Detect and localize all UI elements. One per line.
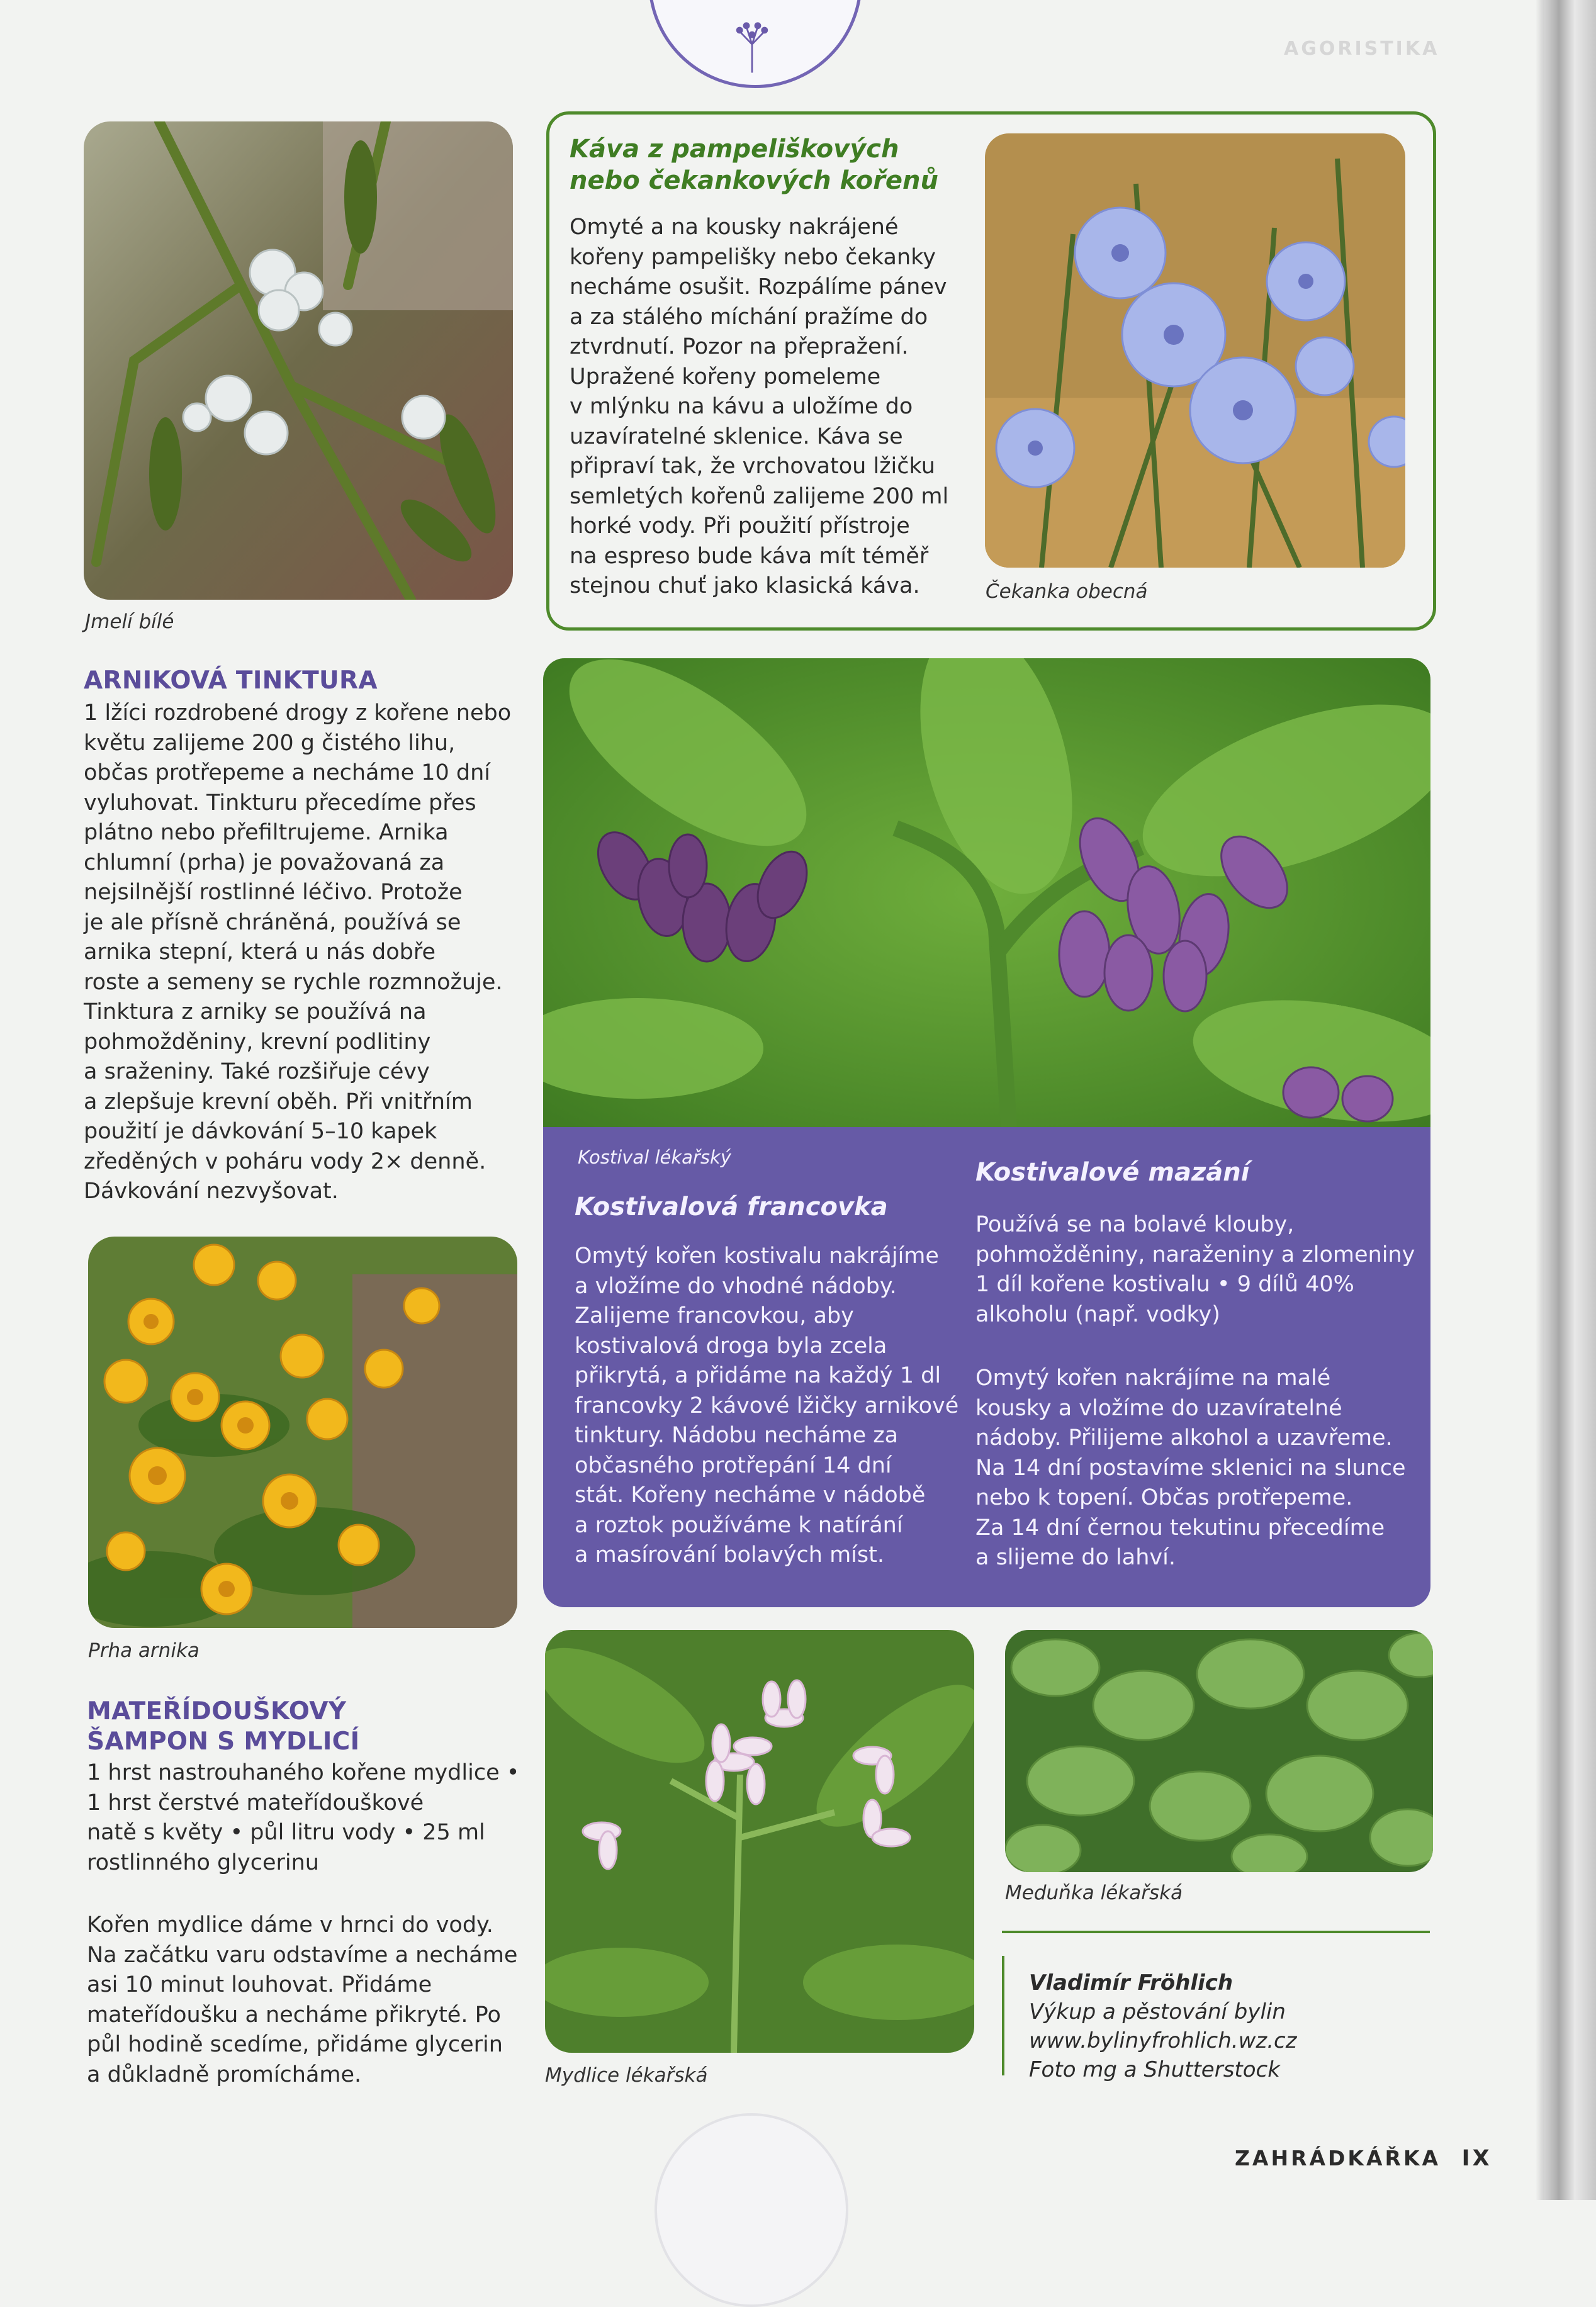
author-bar [1002, 1956, 1004, 2075]
text-line: Používá se na bolavé klouby, [975, 1212, 1295, 1237]
shampoo-heading [87, 1697, 359, 1757]
arnica-photo [88, 1237, 517, 1628]
lemon-balm-photo [1005, 1630, 1433, 1872]
text-line: je ale přísně chráněná, používá se [84, 909, 461, 935]
author-website: www.bylinyfrohlich.wz.cz [1029, 2028, 1297, 2053]
text-line: a roztok používáme k natírání [575, 1512, 903, 1538]
coffee-text [570, 213, 972, 602]
text-line: a masírování bolavých míst. [575, 1542, 884, 1568]
footer [1235, 2146, 1492, 2171]
arnica-tincture-heading: ARNIKOVÁ TINKTURA [84, 666, 378, 695]
text-line: občasného protřepání 14 dní [575, 1452, 892, 1478]
top-ornament [648, 0, 862, 88]
text-line: uzavíratelné sklenice. Káva se [570, 424, 903, 449]
coffee-title [570, 133, 938, 196]
text-line: 1 hrst nastrouhaného kořene mydlice • [87, 1760, 520, 1785]
text-line: Zalijeme francovkou, aby [575, 1303, 854, 1328]
text-line: Na začátku varu odstavíme a necháme [87, 1942, 518, 1968]
text-line: kořeny pampelišky nebo čekanky [570, 244, 936, 270]
ointment-text [975, 1364, 1416, 1573]
coffee-title-line2: nebo čekankových kořenů [570, 166, 938, 195]
text-line: chlumní (prha) je považovaná za [84, 850, 445, 875]
text-line: pohmožděniny, krevní podlitiny [84, 1029, 431, 1055]
text-line: Tinktura z arniky se používá na [84, 999, 427, 1024]
umbel-flower-icon [724, 19, 780, 76]
text-line: v mlýnku na kávu a uložíme do [570, 394, 913, 419]
chicory-photo [985, 133, 1405, 568]
arnica-caption: Prha arnika [88, 1639, 200, 1662]
page-edge [1543, 0, 1596, 2200]
text-line: a vložíme do vhodné nádoby. [575, 1273, 897, 1299]
page-number: IX [1461, 2146, 1492, 2171]
text-line: Za 14 dní černou tekutinu přecedíme [975, 1515, 1385, 1541]
text-line: a zlepšuje krevní oběh. Při vnitřním [84, 1089, 473, 1114]
text-line: nejsilnější rostlinné léčivo. Protože [84, 880, 463, 905]
text-line: nebo k topení. Občas protřepeme. [975, 1485, 1353, 1510]
text-line: nádoby. Přilijeme alkohol a uzavřeme. [975, 1425, 1393, 1451]
shampoo-text [87, 1911, 540, 2090]
text-line: Omytý kořen nakrájíme na malé [975, 1366, 1331, 1391]
text-line: kousky a vložíme do uzavíratelné [975, 1395, 1342, 1421]
text-line: 1 lžíci rozdrobené drogy z kořene nebo [84, 700, 512, 726]
soapwort-caption: Mydlice lékařská [545, 2064, 708, 2087]
ointment-heading: Kostivalové mazání [975, 1158, 1250, 1187]
text-line: a za stálého míchání pražíme do [570, 304, 928, 330]
text-line: plátno nebo přefiltrujeme. Arnika [84, 820, 449, 845]
text-line: a důkladně promícháme. [87, 2062, 362, 2087]
author-divider [1002, 1931, 1430, 1933]
soapwort-photo [545, 1630, 974, 2053]
page-edge-shadow [1536, 0, 1544, 2200]
text-line: pohmožděniny, naraženiny a zlomeniny [975, 1242, 1415, 1267]
text-line: a slijeme do lahví. [975, 1545, 1176, 1570]
text-line: stát. Kořeny necháme v nádobě [575, 1483, 926, 1508]
lemon-balm-caption: Meduňka lékařská [1005, 1882, 1183, 1904]
author-line: Výkup a pěstování bylin [1029, 1999, 1286, 2024]
francovka-text [575, 1242, 965, 1571]
text-line: Na 14 dní postavíme sklenici na slunce [975, 1455, 1406, 1481]
author-credit: Foto mg a Shutterstock [1029, 2057, 1280, 2082]
text-line: Omyté a na kousky nakrájené [570, 215, 899, 240]
text-line: alkoholu (např. vodky) [975, 1301, 1220, 1327]
comfrey-caption: Kostival lékařský [578, 1147, 731, 1168]
text-line: Dávkování nezvyšovat. [84, 1179, 339, 1204]
text-line: připraví tak, že vrchovatou lžičku [570, 454, 935, 479]
magazine-name: ZAHRÁDKÁŘKA [1235, 2146, 1441, 2170]
text-line: přikrytá, a přidáme na každý 1 dl [575, 1363, 941, 1388]
text-line: zředěných v poháru vody 2× denně. [84, 1148, 486, 1174]
ointment-intro [975, 1210, 1416, 1330]
text-line: natě s květy • půl litru vody • 25 ml [87, 1820, 485, 1845]
text-line: na espreso bude káva mít téměř [570, 543, 929, 569]
comfrey-photo [543, 658, 1430, 1127]
text-line: necháme osušit. Rozpálíme pánev [570, 274, 947, 300]
text-line: semletých kořenů zalijeme 200 ml [570, 483, 949, 509]
text-line: stejnou chuť jako klasická káva. [570, 573, 920, 598]
text-line: 1 díl kořene kostivalu • 9 dílů 40% [975, 1272, 1354, 1297]
text-line: použití je dávkování 5–10 kapek [84, 1119, 437, 1144]
author-block [1029, 1968, 1297, 2084]
coffee-title-line1: Káva z pampeliškových [570, 135, 899, 164]
text-line: občas protřepeme a necháme 10 dní [84, 760, 491, 785]
text-line: půl hodině scedíme, přidáme glycerin [87, 2032, 503, 2057]
text-line: Kořen mydlice dáme v hrnci do vody. [87, 1912, 493, 1938]
text-line: kostivalová droga byla zcela [575, 1333, 887, 1359]
text-line: francovky 2 kávové lžičky arnikové [575, 1393, 959, 1418]
author-name: Vladimír Fröhlich [1029, 1970, 1234, 1995]
text-line: vyluhovat. Tinkturu přecedíme přes [84, 790, 476, 816]
text-line: ztvrdnutí. Pozor na přepražení. [570, 334, 909, 359]
shampoo-ingredients [87, 1758, 540, 1878]
section-label: AGORISTIKA [1284, 38, 1440, 60]
text-line: roste a semeny se rychle rozmnožuje. [84, 969, 503, 995]
text-line: květu zalijeme 200 g čistého lihu, [84, 730, 456, 756]
text-line: a sraženiny. Také rozšiřuje cévy [84, 1059, 430, 1084]
text-line: Omytý kořen kostivalu nakrájíme [575, 1243, 939, 1269]
francovka-heading: Kostivalová francovka [575, 1193, 888, 1221]
bottom-ornament [655, 2113, 848, 2307]
text-line: mateřídoušku a necháme přikryté. Po [87, 2002, 501, 2028]
text-line: Upražené kořeny pomeleme [570, 364, 881, 390]
text-line: 1 hrst čerstvé mateřídouškové [87, 1790, 424, 1816]
mistletoe-photo [84, 121, 513, 600]
arnica-tincture-text [84, 699, 524, 1207]
text-line: arnika stepní, která u nás dobře [84, 940, 436, 965]
text-line: horké vody. Při použití přístroje [570, 514, 910, 539]
text-line: asi 10 minut louhovat. Přidáme [87, 1972, 432, 1997]
shampoo-heading-line2: ŠAMPON S MYDLICÍ [87, 1727, 360, 1756]
text-line: tinktury. Nádobu necháme za [575, 1423, 899, 1448]
chicory-caption: Čekanka obecná [986, 580, 1148, 603]
text-line: rostlinného glycerinu [87, 1850, 319, 1875]
shampoo-heading-line1: MATEŘÍDOUŠKOVÝ [87, 1697, 347, 1726]
mistletoe-caption: Jmelí bílé [85, 610, 174, 633]
